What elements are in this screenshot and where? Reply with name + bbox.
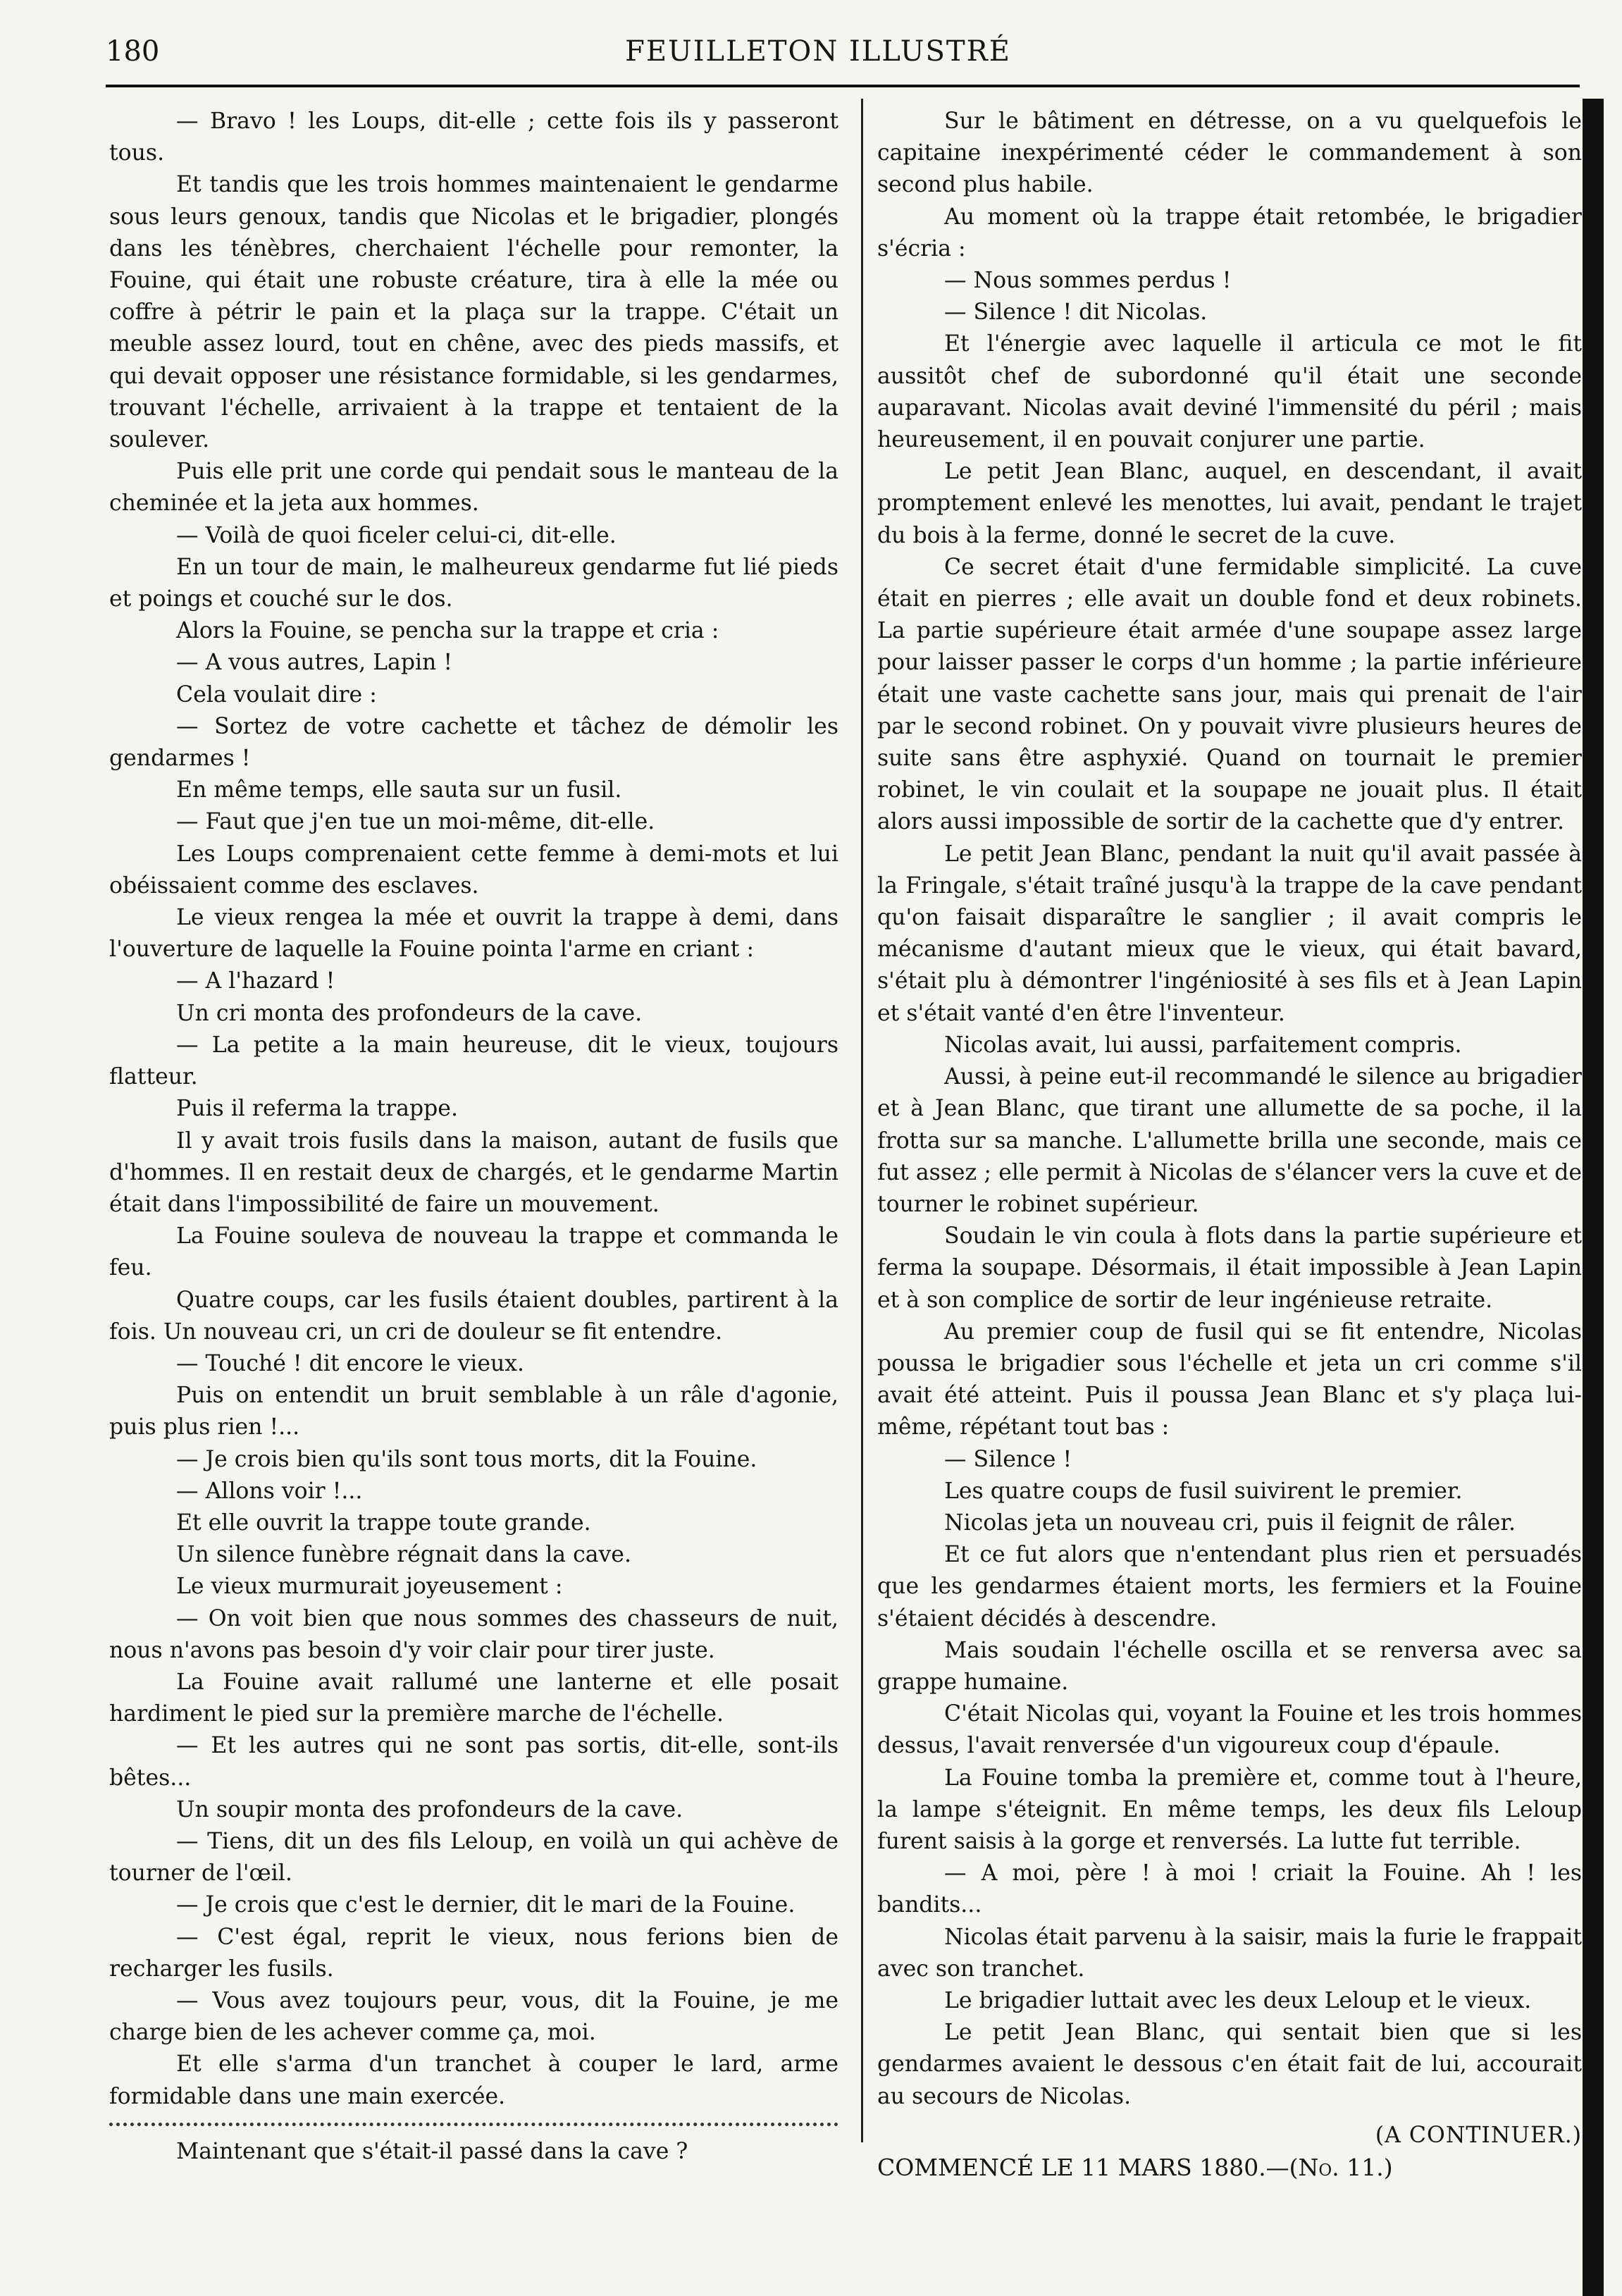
right-paragraph: Ce secret était d'une fermidable simplicité. La cuve était en pierres ; elle avait un double fond et deux robinets. La partie supérieure était armée d'une soupape assez large pour laisser passer le corps d'un homme ; la partie inférieure était une vaste cachette sans jour, mais qui prenait de l'air par le second robinet. On y pouvait vivre plusieurs heures de suite sans être asphyxié. Quand on tournait le premier robinet, le vin coulait et la soupape ne jouait plus. Il était alors aussi impossible de sortir de la cachette que d'y entrer. (877, 554, 1582, 835)
right-paragraph: — Silence ! (944, 1446, 1072, 1472)
left-paragraph: Puis elle prit une corde qui pendait sous le manteau de la cheminée et la jeta aux hommes. (109, 459, 838, 517)
left-paragraph: — Sortez de votre cachette et tâchez de démolir les gendarmes ! (109, 713, 838, 772)
right-paragraph: — Silence ! dit Nicolas. (944, 300, 1208, 326)
left-paragraph: — Bravo ! les Loups, dit-elle ; cette fois ils y passeront tous. (109, 109, 838, 166)
page-header (106, 28, 1530, 99)
right-paragraph: Et ce fut alors que n'entendant plus rien et persuadés que les gendarmes étaient morts, les fermiers et la Fouine s'étaient décidés à descendre. (877, 1542, 1582, 1631)
left-paragraph: — Vous avez toujours peur, vous, dit la Fouine, je me charge bien de les achever comme ça, moi. (109, 1987, 838, 2046)
page-edge-shadow (1583, 99, 1604, 2296)
right-paragraph: Aussi, à peine eut-il recommandé le silence au brigadier et à Jean Blanc, que tirant une allumette de sa poche, il la frotta sur sa manche. L'allumette brilla une seconde, mais ce fut assez ; elle permit à Nicolas de s'élancer vers la cuve et de tourner le robinet supérieur. (877, 1064, 1582, 1217)
right-paragraph: Et l'énergie avec laquelle il articula ce mot le fit aussitôt chef de subordonné qu'il était une seconde auparavant. Nicolas avait deviné l'immensité du péril ; mais heureusement, il en pouvait conjurer une partie. (877, 331, 1582, 453)
to-be-continued: (A CONTINUER.) (1375, 2122, 1582, 2148)
right-paragraph: Le petit Jean Blanc, pendant la nuit qu'il avait passée à la Fringale, s'était traîné jusqu'à la trappe de la cave pendant qu'on faisait disparaître le sanglier ; il avait compris le mécanisme d'autant mieux que le vieux, qui était bavard, s'était plu à démontrer l'ingéniosité à ses fils et à Jean Lapin et s'était vanté d'en être l'inventeur. (877, 841, 1582, 1026)
left-paragraph: — Faut que j'en tue un moi-même, dit-elle. (176, 809, 655, 835)
right-paragraph: La Fouine tomba la première et, comme tout à l'heure, la lampe s'éteignit. En même temps, les deux fils Leloup furent saisis à la gorge et renversés. La lutte fut terrible. (877, 1765, 1582, 1854)
right-paragraph: Soudain le vin coula à flots dans la partie supérieure et ferma la soupape. Désormais, il était impossible à Jean Lapin et à son complice de sortir de leur ingénieuse retraite. (877, 1223, 1582, 1313)
left-paragraph: Le vieux rengea la mée et ouvrit la trappe à demi, dans l'ouverture de laquelle la Fouine pointa l'arme en criant : (109, 905, 838, 963)
right-paragraph: — A moi, père ! à moi ! criait la Fouine. Ah ! les bandits... (877, 1860, 1582, 1918)
left-paragraph: Alors la Fouine, se pencha sur la trappe et cria : (176, 618, 719, 644)
left-paragraph: — Et les autres qui ne sont pas sortis, dit-elle, sont-ils bêtes... (109, 1733, 838, 1791)
right-paragraph: Le petit Jean Blanc, auquel, en descendant, il avait promptement enlevé les menottes, lui avait, pendant le trajet du bois à la ferme, donné le secret de la cuve. (877, 459, 1582, 548)
page-number: 180 (106, 35, 160, 68)
closing-question: Maintenant que s'était-il passé dans la cave ? (176, 2138, 688, 2164)
left-paragraph: En même temps, elle sauta sur un fusil. (176, 777, 622, 803)
left-paragraph: Et tandis que les trois hommes maintenaient le gendarme sous leurs genoux, tandis que Nicolas et le brigadier, plongés dans les ténèbres, cherchaient l'échelle pour remonter, la Fouine, qui était une robuste créature, tira à elle la mée ou coffre à pétrir le pain et la plaça sur la trappe. C'était un meuble assez lourd, tout en chêne, avec des pieds massifs, et qui devait opposer une résistance formidable, si les gendarmes, trouvant l'échelle, arrivaient à la trappe et tentaient de la soulever. (109, 172, 838, 453)
left-paragraph: — Voilà de quoi ficeler celui-ci, dit-elle. (176, 522, 617, 548)
left-paragraph: — Touché ! dit encore le vieux. (176, 1350, 525, 1376)
right-paragraph: Mais soudain l'échelle oscilla et se renversa avec sa grappe humaine. (877, 1637, 1582, 1695)
left-paragraph: Cela voulait dire : (176, 681, 377, 708)
right-paragraph: Les quatre coups de fusil suivirent le premier. (944, 1478, 1463, 1504)
left-paragraph: La Fouine avait rallumé une lanterne et elle posait hardiment le pied sur la première marche de l'échelle. (109, 1669, 838, 1727)
left-paragraph: Puis on entendit un bruit semblable à un râle d'agonie, puis plus rien !... (109, 1383, 838, 1440)
left-paragraph: — La petite a la main heureuse, dit le vieux, toujours flatteur. (109, 1032, 838, 1090)
left-paragraph: — Je crois que c'est le dernier, dit le mari de la Fouine. (176, 1892, 795, 1918)
right-paragraph: Le brigadier luttait avec les deux Leloup et le vieux. (944, 1987, 1532, 2013)
column-divider (861, 99, 863, 2142)
left-paragraph: Les Loups comprenaient cette femme à demi-mots et lui obéissaient comme des esclaves. (109, 841, 838, 899)
left-paragraph: Il y avait trois fusils dans la maison, autant de fusils que d'hommes. Il en restait deux de chargés, et le gendarme Martin était dans l'impossibilité de faire un mouvement. (109, 1128, 838, 1217)
left-column (109, 106, 838, 2168)
right-paragraph: Nicolas était parvenu à la saisir, mais la furie le frappait avec son tranchet. (877, 1924, 1582, 1982)
left-paragraph: — A l'hazard ! (176, 968, 335, 994)
left-paragraph: Un soupir monta des profondeurs de la cave. (176, 1796, 683, 1822)
header-rule (106, 85, 1580, 87)
left-paragraph: Et elle s'arma d'un tranchet à couper le lard, arme formidable dans une main exercée. (109, 2051, 838, 2109)
left-paragraph: — C'est égal, reprit le vieux, nous ferions bien de recharger les fusils. (109, 1924, 838, 1982)
right-paragraph: Le petit Jean Blanc, qui sentait bien que si les gendarmes avaient le dessous c'en était fait de lui, accourait au secours de Nicolas. (877, 2020, 1582, 2109)
right-paragraph: — Nous sommes perdus ! (944, 268, 1232, 294)
left-paragraph: — Allons voir !... (176, 1478, 363, 1504)
left-paragraph: Un silence funèbre régnait dans la cave. (176, 1542, 631, 1568)
right-paragraph: Nicolas jeta un nouveau cri, puis il feignit de râler. (944, 1510, 1516, 1536)
right-paragraph: Nicolas avait, lui aussi, parfaitement compris. (944, 1032, 1462, 1058)
left-paragraph: Et elle ouvrit la trappe toute grande. (176, 1510, 591, 1536)
left-paragraph: En un tour de main, le malheureux gendarme fut lié pieds et poings et couché sur le dos. (109, 554, 838, 612)
left-paragraph: Un cri monta des profondeurs de la cave. (176, 1000, 643, 1026)
left-paragraph: — On voit bien que nous sommes des chasseurs de nuit, nous n'avons pas besoin d'y voir clair pour tirer juste. (109, 1605, 838, 1663)
left-paragraph: — A vous autres, Lapin ! (176, 650, 453, 676)
left-paragraph: — Je crois bien qu'ils sont tous morts, dit la Fouine. (176, 1446, 757, 1472)
right-paragraph: Au premier coup de fusil qui se fit entendre, Nicolas poussa le brigadier sous l'échelle et jeta un cri comme s'il avait été atteint. Puis il poussa Jean Blanc et s'y plaça lui-même, répétant tout bas : (877, 1319, 1582, 1440)
left-paragraph: Puis il referma la trappe. (176, 1096, 458, 1122)
left-paragraph: Le vieux murmurait joyeusement : (176, 1574, 563, 1600)
running-title: FEUILLETON ILLUSTRÉ (625, 35, 1011, 68)
right-paragraph: Au moment où la trappe était retombée, le brigadier s'écria : (877, 204, 1582, 261)
right-paragraph: C'était Nicolas qui, voyant la Fouine et les trois hommes dessus, l'avait renversée d'un vigoureux coup d'épaule. (877, 1701, 1582, 1759)
left-paragraph: La Fouine souleva de nouveau la trappe et commanda le feu. (109, 1223, 838, 1281)
right-paragraph: Sur le bâtiment en détresse, on a vu quelquefois le capitaine inexpérimenté céder le commandement à son second plus habile. (877, 109, 1582, 198)
left-paragraph: — Tiens, dit un des fils Leloup, en voilà un qui achève de tourner de l'œil. (109, 1828, 838, 1887)
left-paragraph: Quatre coups, car les fusils étaient doubles, partirent à la fois. Un nouveau cri, un cri de douleur se fit entendre. (109, 1287, 838, 1345)
dotted-separator (109, 2114, 838, 2126)
right-column (877, 106, 1582, 2183)
serial-start-note: COMMENCÉ LE 11 MARS 1880.—(No. 11.) (877, 2154, 1393, 2181)
